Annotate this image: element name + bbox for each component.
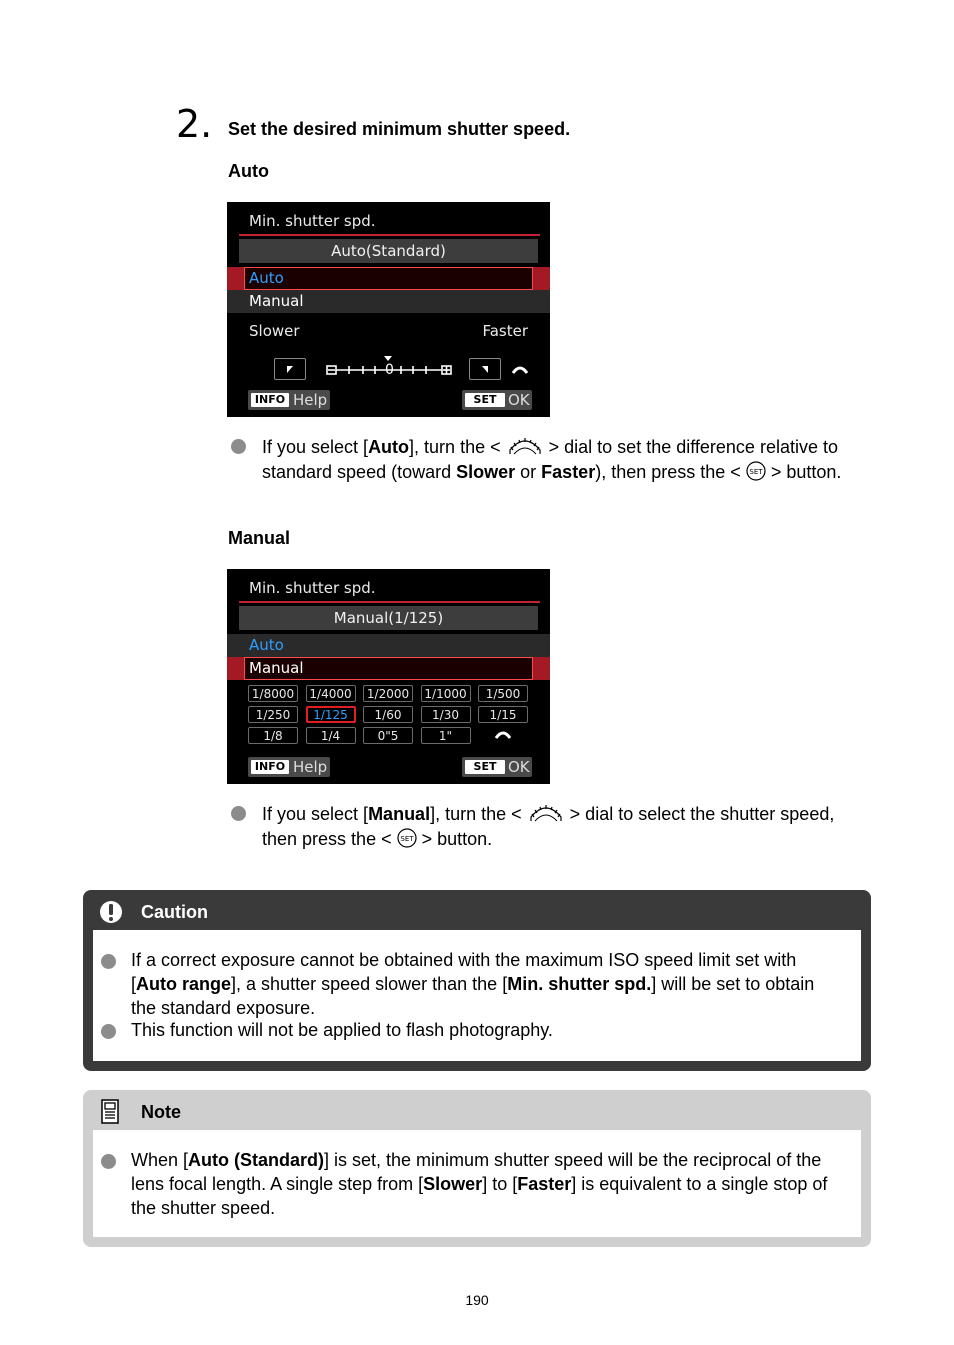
caution-item-2: This function will not be applied to flash photography. <box>131 1020 553 1040</box>
ok-label: OK <box>508 758 530 776</box>
mode-value: Auto(Standard) <box>239 239 538 263</box>
ok-label: OK <box>508 391 530 409</box>
set-tag: SET <box>465 760 505 774</box>
slider-marker <box>384 356 392 361</box>
option-auto-label: Auto <box>249 269 284 287</box>
shutter-speed-option[interactable]: 1/4 <box>306 727 356 744</box>
faster-step-button[interactable] <box>469 358 501 380</box>
bullet <box>231 439 246 454</box>
info-tag: INFO <box>251 393 289 407</box>
help-button[interactable] <box>248 390 330 410</box>
auto-instructions: If you select [Auto], turn the < > dial to set the difference relative to standard speed (toward Slower or Faster), then press the < SET > button. <box>262 434 872 485</box>
shutter-speed-option[interactable]: 1/250 <box>248 706 298 723</box>
caution-body <box>93 930 861 1061</box>
shutter-speed-option[interactable]: 1/30 <box>421 706 471 723</box>
shutter-speed-option[interactable]: 1/15 <box>478 706 528 723</box>
note-box <box>83 1090 871 1247</box>
note-title: Note <box>141 1102 181 1122</box>
camera-screen-manual <box>227 569 550 784</box>
shutter-speed-option[interactable]: 1/8 <box>248 727 298 744</box>
arrow-left-icon <box>275 359 305 379</box>
bullet <box>101 954 116 969</box>
mode-value: Manual(1/125) <box>239 606 538 630</box>
shutter-speed-option[interactable]: 1/8000 <box>248 685 298 702</box>
note-body <box>93 1130 861 1237</box>
faster-label: Faster <box>482 322 528 340</box>
slower-step-button[interactable] <box>274 358 306 380</box>
shutter-speed-option[interactable]: 1/1000 <box>421 685 471 702</box>
shutter-speed-option[interactable]: 1/4000 <box>306 685 356 702</box>
option-manual[interactable] <box>227 290 550 313</box>
main-dial-icon <box>506 434 544 456</box>
caution-title: Caution <box>141 902 208 922</box>
svg-text:SET: SET <box>749 468 763 476</box>
help-label: Help <box>293 758 328 776</box>
shutter-speed-option[interactable]: 0"5 <box>363 727 413 744</box>
caution-item-1: If a correct exposure cannot be obtained with the maximum ISO speed limit set with [Auto range], a shutter speed slower than the [Min. shutter spd.] will be set to obtain the standard exposure. <box>131 950 815 1018</box>
bullet <box>101 1154 116 1169</box>
option-auto-label: Auto <box>249 636 284 654</box>
manual-instructions: If you select [Manual], turn the < > dial to select the shutter speed, then press the < SET > button. <box>262 801 872 852</box>
help-label: Help <box>293 391 328 409</box>
shutter-speed-option[interactable]: 1/60 <box>363 706 413 723</box>
option-manual-label: Manual <box>249 659 304 677</box>
option-manual[interactable] <box>227 657 550 680</box>
shutter-speed-option[interactable]: 1/500 <box>478 685 528 702</box>
camera-screen-auto <box>227 202 550 417</box>
shutter-speed-option[interactable]: 1/2000 <box>363 685 413 702</box>
scale-zero-label: 0 <box>385 362 394 378</box>
shutter-speed-option[interactable]: 1/125 <box>306 706 356 723</box>
note-icon <box>100 1099 120 1125</box>
set-button-icon <box>746 461 766 481</box>
section-title-auto: Auto <box>228 161 269 181</box>
screen-header: Min. shutter spd. <box>249 579 376 597</box>
svg-text:SET: SET <box>400 835 414 843</box>
header-divider <box>239 601 540 603</box>
option-auto[interactable] <box>227 267 550 290</box>
header-divider <box>239 234 540 236</box>
caution-box <box>83 890 871 1071</box>
main-dial-icon <box>527 801 565 823</box>
slower-label: Slower <box>249 322 300 340</box>
main-dial-icon <box>478 727 528 744</box>
screen-header: Min. shutter spd. <box>249 212 376 230</box>
note-item-1: When [Auto (Standard)] is set, the minimum shutter speed will be the reciprocal of the lens focal length. A single step from [Slower] to [Faster] is equivalent to a single stop of the shutter speed. <box>131 1150 828 1218</box>
bullet <box>231 806 246 821</box>
option-auto[interactable] <box>227 634 550 657</box>
ok-button[interactable] <box>462 390 532 410</box>
option-manual-label: Manual <box>249 292 304 310</box>
set-button-icon <box>397 828 417 848</box>
help-button[interactable] <box>248 757 330 777</box>
shutter-speed-option[interactable]: 1" <box>421 727 471 744</box>
caution-icon <box>99 900 123 924</box>
ok-button[interactable] <box>462 757 532 777</box>
step-title: Set the desired minimum shutter speed. <box>228 119 571 139</box>
main-dial-icon <box>510 362 530 376</box>
section-title-manual: Manual <box>228 528 291 548</box>
step-number: 2. <box>176 102 213 146</box>
arrow-right-icon <box>470 359 500 379</box>
page-number: 190 <box>465 1292 489 1308</box>
set-tag: SET <box>465 393 505 407</box>
info-tag: INFO <box>251 760 289 774</box>
bullet <box>101 1024 116 1039</box>
